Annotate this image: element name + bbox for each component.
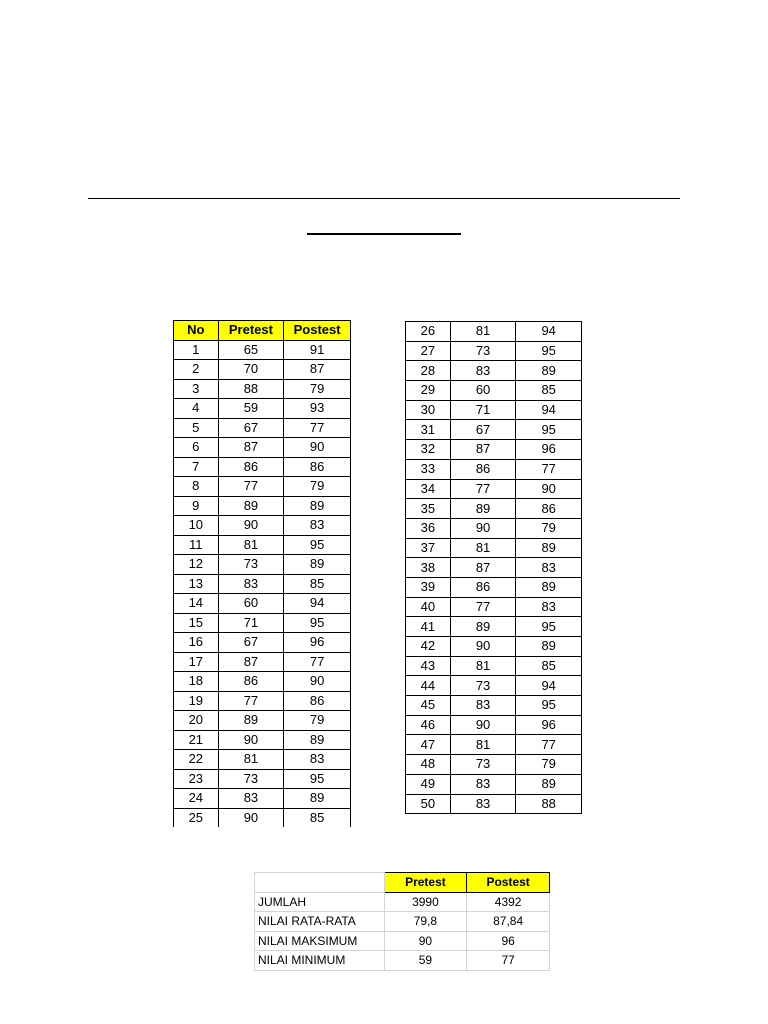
- summary-postest: 96: [467, 931, 550, 951]
- table-row: [174, 340, 351, 360]
- pretest-score: 81: [450, 735, 516, 755]
- table-row: [406, 459, 582, 479]
- pretest-score: 73: [450, 755, 516, 775]
- postest-score: 94: [516, 322, 582, 342]
- postest-score: 85: [284, 574, 351, 594]
- postest-score: 89: [284, 496, 351, 516]
- table-row: [406, 440, 582, 460]
- table-row: [174, 633, 351, 653]
- table-row: [406, 322, 582, 342]
- postest-score: 85: [516, 656, 582, 676]
- pretest-score: 90: [450, 637, 516, 657]
- table-row: [406, 361, 582, 381]
- table-row: [174, 496, 351, 516]
- table-row: [174, 457, 351, 477]
- summary-pretest: 59: [384, 951, 467, 971]
- summary-row: [255, 912, 550, 932]
- postest-score: 89: [516, 637, 582, 657]
- table-row: [174, 574, 351, 594]
- postest-score: 77: [516, 735, 582, 755]
- table-row: [406, 538, 582, 558]
- summary-table: [254, 872, 550, 971]
- row-number: 25: [174, 808, 219, 827]
- pretest-score: 77: [218, 691, 284, 711]
- table-row: [406, 774, 582, 794]
- table-row: [174, 730, 351, 750]
- table-row: [174, 594, 351, 614]
- header-row: [174, 321, 351, 341]
- pretest-score: 86: [450, 459, 516, 479]
- postest-score: 89: [516, 361, 582, 381]
- table-row: [406, 341, 582, 361]
- summary-postest: 87,84: [467, 912, 550, 932]
- postest-score: 89: [516, 774, 582, 794]
- row-number: 37: [406, 538, 451, 558]
- row-number: 7: [174, 457, 219, 477]
- postest-score: 89: [516, 538, 582, 558]
- row-number: 4: [174, 399, 219, 419]
- table-row: [174, 399, 351, 419]
- postest-score: 90: [516, 479, 582, 499]
- pretest-score: 71: [450, 400, 516, 420]
- header-no: No: [174, 321, 219, 341]
- table-row: [174, 379, 351, 399]
- row-number: 21: [174, 730, 219, 750]
- row-number: 49: [406, 774, 451, 794]
- summary-label: NILAI MINIMUM: [255, 951, 385, 971]
- postest-score: 95: [284, 769, 351, 789]
- pretest-score: 67: [218, 418, 284, 438]
- postest-score: 83: [516, 558, 582, 578]
- table-row: [174, 535, 351, 555]
- pretest-score: 81: [218, 750, 284, 770]
- postest-score: 94: [284, 594, 351, 614]
- table-row: [174, 613, 351, 633]
- postest-score: 79: [284, 477, 351, 497]
- table-row: [406, 715, 582, 735]
- row-number: 34: [406, 479, 451, 499]
- postest-score: 79: [516, 518, 582, 538]
- row-number: 36: [406, 518, 451, 538]
- postest-score: 79: [516, 755, 582, 775]
- pretest-score: 89: [450, 499, 516, 519]
- postest-score: 95: [516, 696, 582, 716]
- postest-score: 94: [516, 676, 582, 696]
- scores-table-left: [173, 320, 351, 827]
- postest-score: 96: [516, 440, 582, 460]
- table-row: [406, 518, 582, 538]
- postest-score: 77: [284, 418, 351, 438]
- pretest-score: 86: [450, 577, 516, 597]
- postest-score: 96: [516, 715, 582, 735]
- postest-score: 95: [516, 341, 582, 361]
- pretest-score: 86: [218, 457, 284, 477]
- postest-score: 95: [516, 617, 582, 637]
- pretest-score: 67: [450, 420, 516, 440]
- postest-score: 89: [516, 577, 582, 597]
- postest-score: 89: [284, 555, 351, 575]
- postest-score: 83: [284, 516, 351, 536]
- summary-pretest: 3990: [384, 892, 467, 912]
- pretest-score: 83: [218, 789, 284, 809]
- table-row: [406, 617, 582, 637]
- pretest-score: 73: [450, 341, 516, 361]
- pretest-score: 90: [218, 516, 284, 536]
- pretest-score: 90: [218, 730, 284, 750]
- pretest-score: 81: [218, 535, 284, 555]
- row-number: 12: [174, 555, 219, 575]
- row-number: 46: [406, 715, 451, 735]
- pretest-score: 87: [218, 652, 284, 672]
- summary-label: NILAI MAKSIMUM: [255, 931, 385, 951]
- table-row: [174, 555, 351, 575]
- table-row: [406, 637, 582, 657]
- row-number: 9: [174, 496, 219, 516]
- pretest-score: 77: [218, 477, 284, 497]
- pretest-score: 87: [450, 558, 516, 578]
- pretest-score: 83: [450, 361, 516, 381]
- pretest-score: 81: [450, 538, 516, 558]
- row-number: 11: [174, 535, 219, 555]
- title-underline: [307, 233, 461, 235]
- row-number: 18: [174, 672, 219, 692]
- pretest-score: 88: [218, 379, 284, 399]
- postest-score: 86: [284, 457, 351, 477]
- table-row: [174, 516, 351, 536]
- postest-score: 85: [284, 808, 351, 827]
- pretest-score: 87: [450, 440, 516, 460]
- table-row: [174, 672, 351, 692]
- summary-label: NILAI RATA-RATA: [255, 912, 385, 932]
- row-number: 14: [174, 594, 219, 614]
- scores-table-right: [405, 321, 582, 814]
- summary-postest: 77: [467, 951, 550, 971]
- postest-score: 89: [284, 789, 351, 809]
- table-row: [406, 676, 582, 696]
- row-number: 8: [174, 477, 219, 497]
- row-number: 23: [174, 769, 219, 789]
- table-row: [406, 381, 582, 401]
- row-number: 31: [406, 420, 451, 440]
- pretest-score: 81: [450, 656, 516, 676]
- summary-header-postest: Postest: [467, 873, 550, 893]
- row-number: 15: [174, 613, 219, 633]
- postest-score: 89: [284, 730, 351, 750]
- postest-score: 90: [284, 438, 351, 458]
- pretest-score: 67: [218, 633, 284, 653]
- row-number: 35: [406, 499, 451, 519]
- table-row: [406, 696, 582, 716]
- row-number: 47: [406, 735, 451, 755]
- pretest-score: 71: [218, 613, 284, 633]
- row-number: 24: [174, 789, 219, 809]
- summary-row: [255, 892, 550, 912]
- row-number: 40: [406, 597, 451, 617]
- row-number: 30: [406, 400, 451, 420]
- pretest-score: 89: [218, 496, 284, 516]
- postest-score: 87: [284, 360, 351, 380]
- pretest-score: 83: [450, 774, 516, 794]
- row-number: 1: [174, 340, 219, 360]
- pretest-score: 73: [218, 555, 284, 575]
- postest-score: 88: [516, 794, 582, 814]
- row-number: 10: [174, 516, 219, 536]
- table-row: [406, 479, 582, 499]
- table-row: [174, 360, 351, 380]
- table-row: [174, 808, 351, 827]
- row-number: 22: [174, 750, 219, 770]
- pretest-score: 87: [218, 438, 284, 458]
- summary-pretest: 90: [384, 931, 467, 951]
- pretest-score: 90: [450, 518, 516, 538]
- row-number: 29: [406, 381, 451, 401]
- table-row: [406, 558, 582, 578]
- table-row: [406, 735, 582, 755]
- postest-score: 95: [284, 535, 351, 555]
- pretest-score: 89: [450, 617, 516, 637]
- row-number: 2: [174, 360, 219, 380]
- pretest-score: 77: [450, 597, 516, 617]
- row-number: 16: [174, 633, 219, 653]
- summary-row: [255, 931, 550, 951]
- summary-header-row: [255, 873, 550, 893]
- pretest-score: 90: [218, 808, 284, 827]
- row-number: 44: [406, 676, 451, 696]
- postest-score: 83: [516, 597, 582, 617]
- pretest-score: 60: [450, 381, 516, 401]
- postest-score: 79: [284, 379, 351, 399]
- row-number: 32: [406, 440, 451, 460]
- pretest-score: 83: [450, 794, 516, 814]
- summary-header-pretest: Pretest: [384, 873, 467, 893]
- row-number: 26: [406, 322, 451, 342]
- pretest-score: 83: [450, 696, 516, 716]
- row-number: 19: [174, 691, 219, 711]
- row-number: 5: [174, 418, 219, 438]
- pretest-score: 73: [450, 676, 516, 696]
- postest-score: 94: [516, 400, 582, 420]
- table-row: [174, 418, 351, 438]
- postest-score: 79: [284, 711, 351, 731]
- pretest-score: 86: [218, 672, 284, 692]
- table-row: [174, 477, 351, 497]
- row-number: 20: [174, 711, 219, 731]
- table-row: [174, 652, 351, 672]
- header-pretest: Pretest: [218, 321, 284, 341]
- row-number: 42: [406, 637, 451, 657]
- row-number: 3: [174, 379, 219, 399]
- table-row: [406, 577, 582, 597]
- row-number: 33: [406, 459, 451, 479]
- pretest-score: 81: [450, 322, 516, 342]
- row-number: 6: [174, 438, 219, 458]
- table-row: [406, 656, 582, 676]
- pretest-score: 83: [218, 574, 284, 594]
- row-number: 38: [406, 558, 451, 578]
- table-row: [406, 420, 582, 440]
- pretest-score: 60: [218, 594, 284, 614]
- table-row: [406, 499, 582, 519]
- table-row: [174, 691, 351, 711]
- summary-postest: 4392: [467, 892, 550, 912]
- row-number: 17: [174, 652, 219, 672]
- postest-score: 86: [284, 691, 351, 711]
- postest-score: 95: [516, 420, 582, 440]
- postest-score: 96: [284, 633, 351, 653]
- pretest-score: 65: [218, 340, 284, 360]
- row-number: 39: [406, 577, 451, 597]
- postest-score: 77: [516, 459, 582, 479]
- pretest-score: 89: [218, 711, 284, 731]
- postest-score: 90: [284, 672, 351, 692]
- summary-pretest: 79,8: [384, 912, 467, 932]
- pretest-score: 73: [218, 769, 284, 789]
- postest-score: 93: [284, 399, 351, 419]
- pretest-score: 77: [450, 479, 516, 499]
- row-number: 48: [406, 755, 451, 775]
- table-row: [174, 769, 351, 789]
- pretest-score: 70: [218, 360, 284, 380]
- postest-score: 95: [284, 613, 351, 633]
- table-row: [406, 597, 582, 617]
- postest-score: 77: [284, 652, 351, 672]
- table-row: [174, 789, 351, 809]
- summary-row: [255, 951, 550, 971]
- table-row: [174, 750, 351, 770]
- postest-score: 83: [284, 750, 351, 770]
- row-number: 41: [406, 617, 451, 637]
- row-number: 43: [406, 656, 451, 676]
- summary-label: JUMLAH: [255, 892, 385, 912]
- table-row: [406, 755, 582, 775]
- table-row: [406, 400, 582, 420]
- row-number: 27: [406, 341, 451, 361]
- postest-score: 85: [516, 381, 582, 401]
- top-divider-line: [88, 198, 680, 199]
- table-row: [406, 794, 582, 814]
- row-number: 50: [406, 794, 451, 814]
- summary-header-blank: [255, 873, 385, 893]
- table-row: [174, 711, 351, 731]
- row-number: 45: [406, 696, 451, 716]
- pretest-score: 90: [450, 715, 516, 735]
- postest-score: 91: [284, 340, 351, 360]
- postest-score: 86: [516, 499, 582, 519]
- row-number: 13: [174, 574, 219, 594]
- row-number: 28: [406, 361, 451, 381]
- header-postest: Postest: [284, 321, 351, 341]
- pretest-score: 59: [218, 399, 284, 419]
- table-row: [174, 438, 351, 458]
